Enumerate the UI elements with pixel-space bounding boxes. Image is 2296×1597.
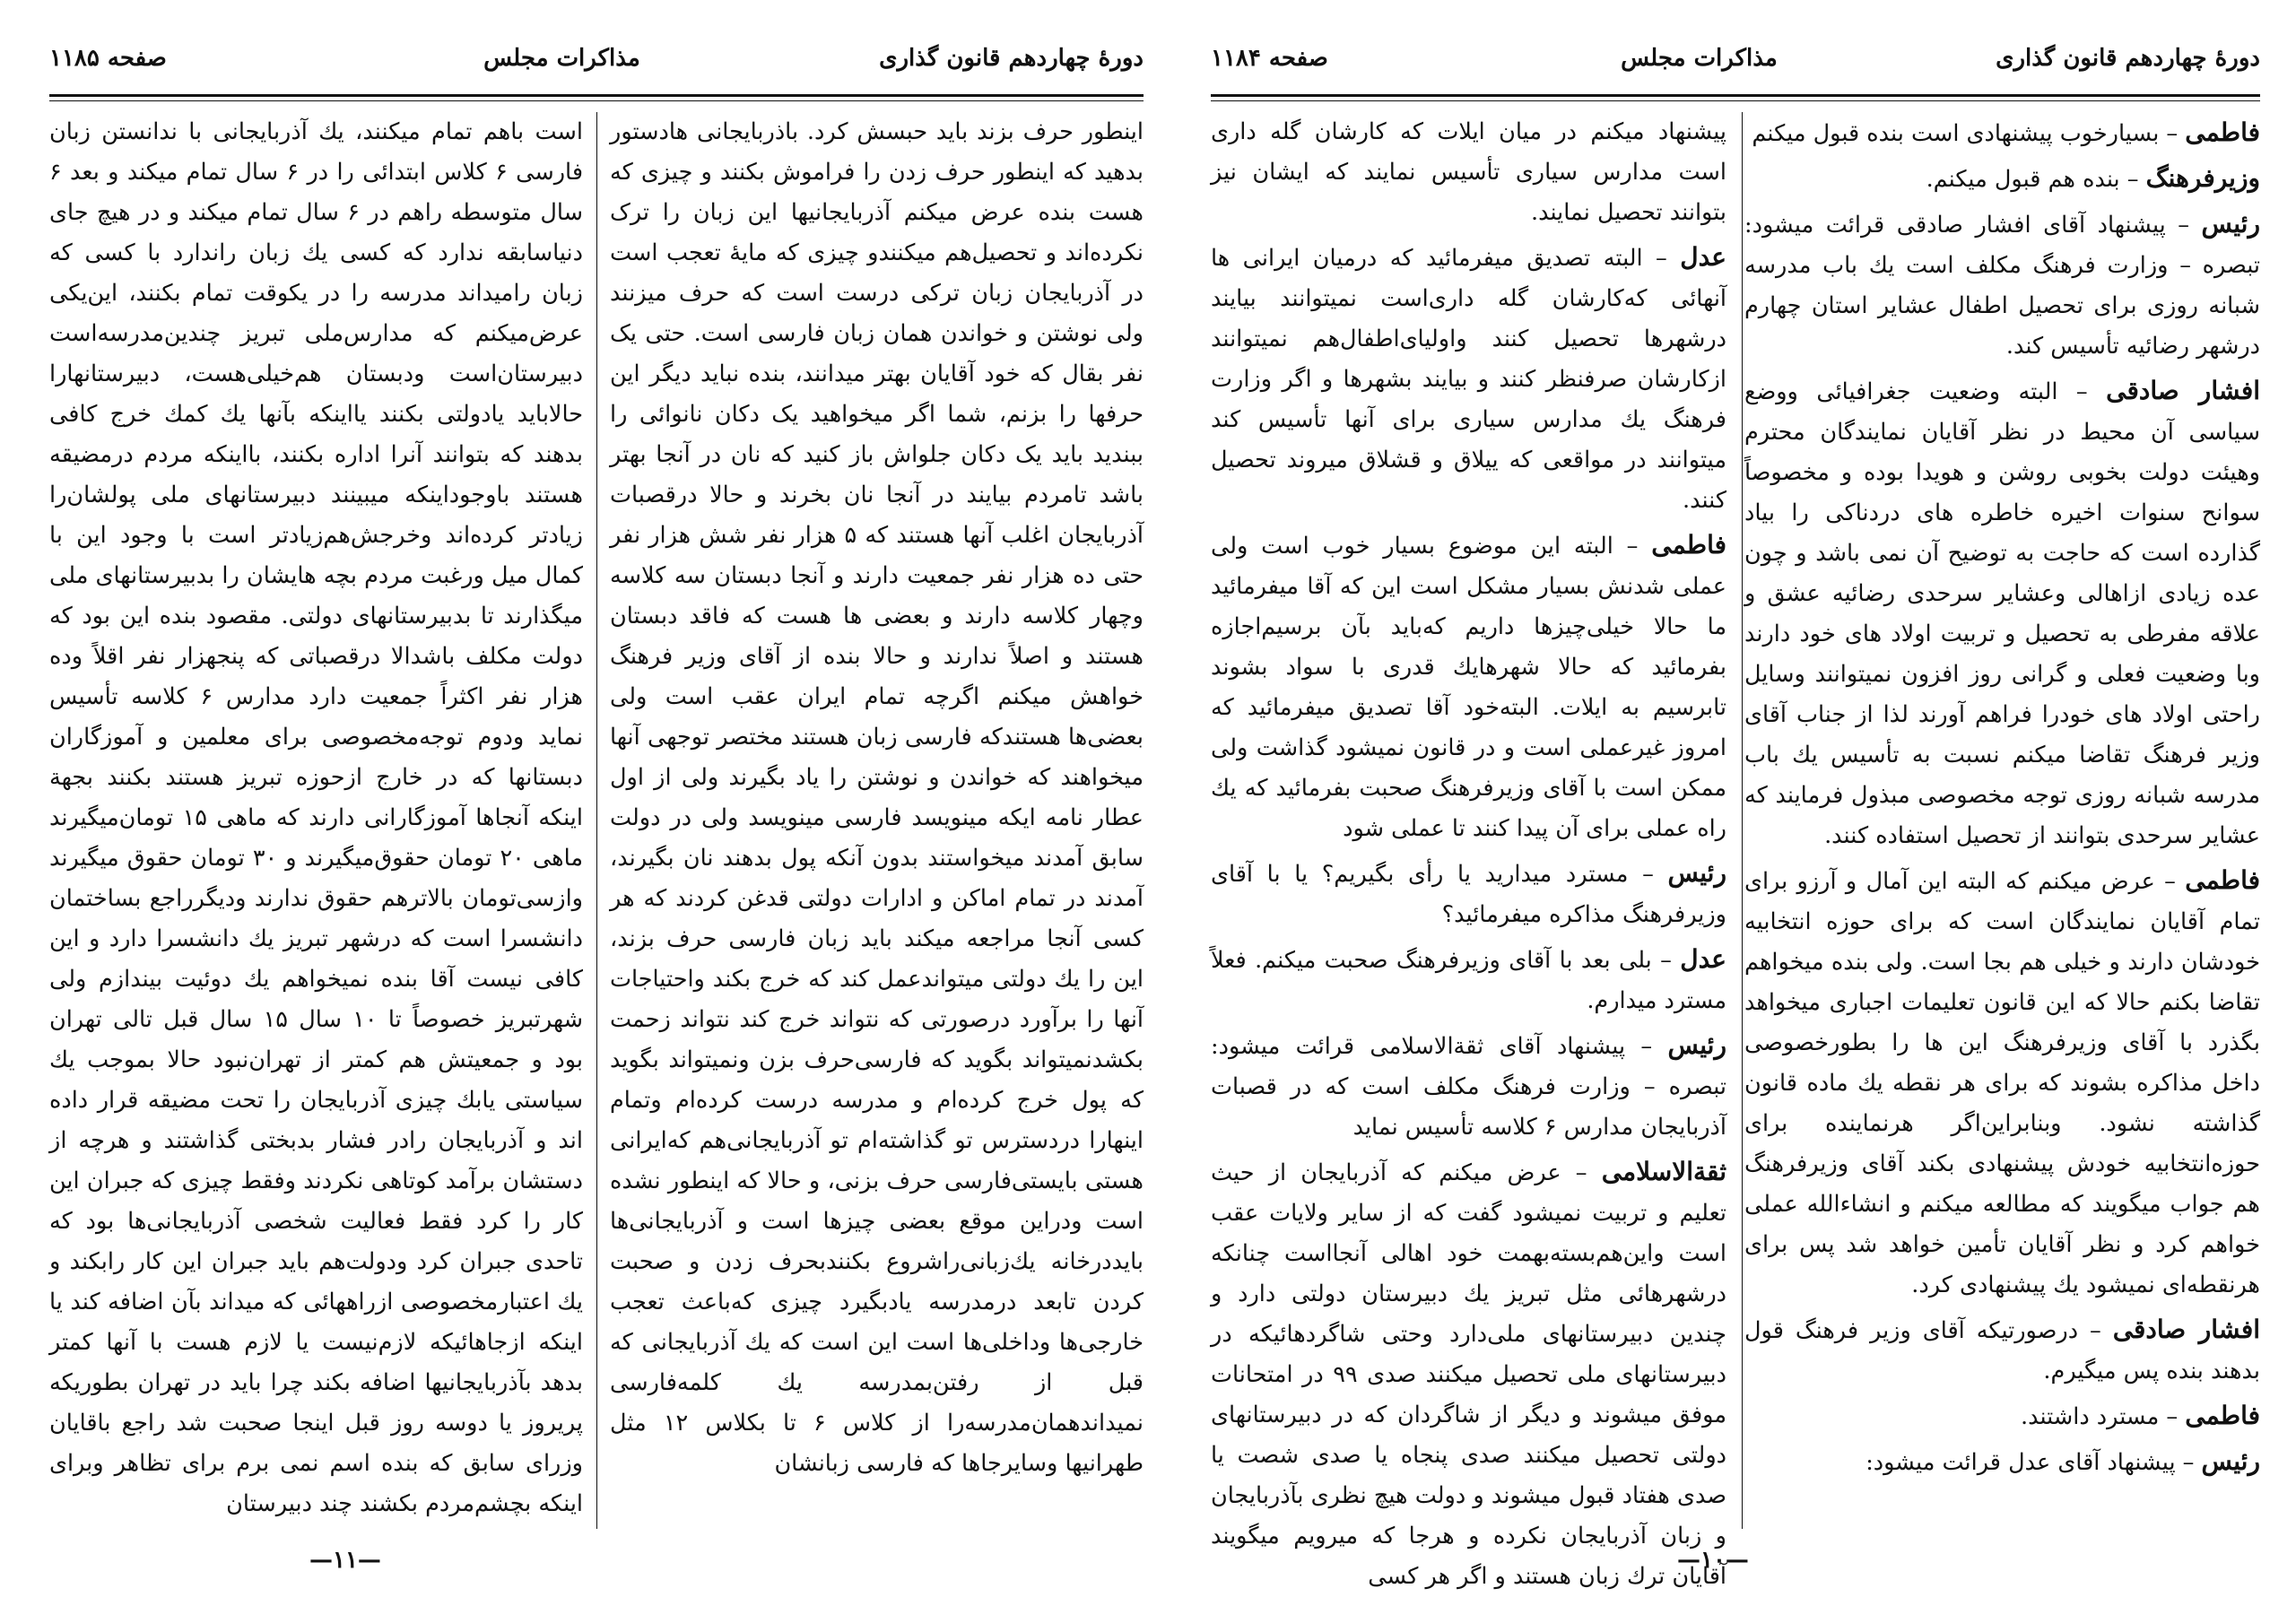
speaker-name: افشار صادقی [2106, 376, 2260, 405]
paragraph [1211, 112, 1726, 233]
session-title: دورهٔ چهاردهم قانون گذاری [1996, 45, 2260, 72]
speaker-name: عدل [1680, 944, 1726, 974]
paragraph [1744, 1309, 2260, 1392]
paragraph-text: پیشنهاد میکنم در میان ایلات که کارشان گله داری است مدارس سیاری تأسیس نمایند که ایشان نیز بتوانند تحصیل نمایند. [1211, 118, 1726, 226]
paragraph-text: – درصورتیکه آقای وزیر فرهنگ قول بدهند بنده پس میگیرم. [1744, 1317, 2260, 1384]
paragraph-text: – البته این موضوع بسیار خوب است ولی عملی شدنش بسیار مشکل است این که آقا میفرمائید ما حالا خیلی‌چیزها داریم که‌باید بآن برسیم‌اجازه بفرمائید که حالا شهرهایك قدری با سواد بشوند تابرسیم به ایلات. البته‌خود آقا تصدیق میفرمائید که امروز غیرعملی است و در قانون نمیشود گذاشت ولی ممکن است با آقای وزیرفرهنگ صحبت بفرمائید که یك راه عملی برای آن پیدا کنند تا عملی شود [1211, 533, 1726, 842]
page-left [49, 18, 1144, 1583]
paragraph-text: – پیشنهاد آقای عدل قرائت میشود: [1866, 1449, 2202, 1476]
page-header [49, 45, 1144, 90]
speaker-name: رئیس [1667, 1030, 1726, 1060]
header-rule-thin [1211, 100, 2260, 101]
paragraph-text: است باهم تمام میکنند، یك آذربایجانی با ندانستن زبان فارسی ۶ کلاس ابتدائی را در ۶ سال تمام میکند و بعد ۶ سال متوسطه راهم در ۶ سال تمام میکند و در هیچ جای دنیاسابقه ندارد که کسی یك زبان راندارد با کسی که زبان رامیداند مدرسه را در یکوقت تمام بکنند، این‌یکی عرض‌میکنم که مدارس‌ملی تبریز چندین‌مدرسه‌است دبیرستان‌است ودبستان هم‌خیلی‌هست، دبیرستانهارا حالاباید یادولتی بکنند یااینکه بآنها یك کمك خرج کافی بدهند که بتوانند آنرا اداره بکنند، بااینکه مردم درمضیقه هستند باوجوداینکه میبینند دبیرستانهای ملی پولشان‌را زیادتر کرده‌اند وخرجش‌هم‌زیادتر است با وجود این با کمال میل ورغبت مردم بچه هایشان را بدبیرستانهای ملی میگذارند تا بدبیرستانهای دولتی. مقصود بنده این بود که دولت مکلف باشدالا درقصباتی که پنجهزار نفر اقلاً وده هزار نفر اکثراً جمعیت دارد مدارس ۶ کلاسه تأسیس نماید ودوم توجه‌مخصوصی برای معلمین و آموزگاران دبستانها که در خارج ازحوزه تبریز هستند بکنند بجهة اینکه آنجاها آموزگارانی دارند که ماهی ۱۵ تومان‌میگیرند ماهی ۲۰ تومان حقوق‌میگیرند و ۳۰ تومان حقوق میگیرند وازسی‌تومان بالاترهم حقوق ندارند ودیگرراجع بساختمان دانشسرا است که درشهر تبریز یك دانشسرا دارد و این کافی نیست آقا بنده نمیخواهم یك دوئیت بیندازم ولی شهرتبریز خصوصاً تا ۱۰ سال ۱۵ سال قبل تالی تهران بود و جمعیتش هم کمتر از تهران‌نبود حالا بموجب یك سیاستی یابك چیزی آذربایجان را تحت مضیقه قرار داده اند و آذربایجان رادر فشار بدبختی گذاشتند و هرچه از دستشان برآمد کوتاهی نکردند وفقط چیزی که جبران این کار را کرد فقط فعالیت شخصی آذربایجانی‌ها بود که تاحدی جبران کرد ودولت‌هم باید جبران این کار رابکند و یك اعتبارمخصوصی ازراههائی که میداند بآن اضافه کند یا اینکه ازجاهائیکه لازم‌نیست یا لازم هست با آنها کمتر بدهد بآذربایجانیها اضافه بکند چرا باید در تهران بطوریکه پریروز یا دوسه روز قبل اینجا صحبت شد راجع باقایان وزرای سابق که بنده اسم نمی برم برای تظاهر وبرای اینکه بچشم‌مردم بکشند چند دبیرستان [49, 118, 584, 1517]
paragraph [1211, 237, 1726, 521]
text-column-right [610, 112, 1144, 1529]
speaker-name: رئیس [2201, 1446, 2260, 1476]
paragraph-text: – عرض میکنم که آذربایجان از حیث تعلیم و تربیت نمیشود گفت که از سایر ولایات عقب است واین‌هم‌بسته‌بهمت خود اهالی آنجااست چنانکه درشهرهائی مثل تبریز یك دبیرستان دولتی دارد و چندین دبیرستانهای ملی‌دارد وحتی شاگردهائیکه در دبیرستانهای ملی تحصیل میکنند صدی ۹۹ در امتحانات موفق میشوند و دیگر از شاگردان که در دبیرستانهای دولتی تحصیل میکنند صدی پنجاه یا صدی شصت یا صدی هفتاد قبول میشوند و دولت هیچ نظری بآذربایجان و زبان آذربایجان نکرده و هرجا که میرویم میگویند آقایان ترك زبان هستند و اگر هر کسی [1211, 1159, 1726, 1590]
paragraph-text: – عرض میکنم که البته این آمال و آرزو برای تمام آقایان نمایندگان است که برای حوزه انتخابیه خودشان دارند و خیلی هم بجا است. ولی بنده میخواهم تقاضا بکنم حالا که این قانون تعلیمات اجباری میخواهد بگذرد با آقای وزیرفرهنگ این ها را بطورخصوصی داخل مذاکره بشوند که برای هر نقطه یك ماده قانون گذاشته نشود. وبنابراین‌اگر هرنماینده برای حوزه‌انتخابیه خودش پیشنهادی بکند آقای وزیرفرهنگ هم جواب میگویند که مطالعه میکنم و انشاءالله عملی خواهم کرد و نظر آقایان تأمین خواهد شد پس برای هرنقطه‌ای نمیشود یك پیشنهادی کرد. [1744, 868, 2260, 1298]
page-number: صفحه ۱۱۸۴ [1211, 45, 1328, 72]
paragraph-text: – بسیارخوب پیشنهادی است بنده قبول میکنم [1752, 120, 2186, 147]
speaker-name: افشار صادقی [2112, 1315, 2260, 1344]
speaker-name: رئیس [1667, 858, 1726, 888]
paragraph [1211, 939, 1726, 1021]
paragraph [1744, 860, 2260, 1306]
speaker-name: ثقةالاسلامی [1601, 1157, 1726, 1186]
page-header [1211, 45, 2260, 90]
header-rule [49, 94, 1144, 97]
paragraph-text: – البته وضعیت جغرافیائی ووضع سیاسی آن محیط در نظر آقایان نمایندگان محترم وهیئت دولت بخوبی روشن و هویدا بوده و مخصوصاً سوانح سنوات اخیره خاطره های دردناکی را بیاد گذارده است که حاجت به توضیح آن نمی باشد و چون عده زیادی ازاهالی وعشایر سرحدی رضائیه عشق و علاقه مفرطی به تحصیل و تربیت اولاد های خود دارند وبا وضعیت فعلی و گرانی روز افزون نمیتوانند وسایل راحتی اولاد های خودرا فراهم آورند لذا از جناب آقای وزیر فرهنگ تقاضا میکنم نسبت به تأسیس یك باب مدرسه شبانه روزی توجه مخصوصی مبذول فرمایند که عشایر سرحدی بتوانند از تحصیل استفاده کنند. [1744, 378, 2260, 849]
column-divider [596, 112, 597, 1529]
text-column-right [1744, 112, 2260, 1529]
paragraph [1744, 158, 2260, 200]
speaker-name: رئیس [2201, 209, 2260, 239]
page-number: صفحه ۱۱۸۵ [49, 45, 167, 72]
paragraph [1211, 853, 1726, 935]
column-divider [1742, 112, 1743, 1529]
paragraph [1744, 204, 2260, 367]
speaker-name: فاطمی [2185, 117, 2260, 147]
paragraph-text: – بنده هم قبول میکنم. [1926, 166, 2146, 193]
page-right [1211, 18, 2260, 1590]
paragraph [1744, 112, 2260, 154]
paragraph [49, 112, 583, 1524]
speaker-name: وزیرفرهنگ [2145, 163, 2260, 193]
paragraph-text: اینطور حرف بزند باید حبسش کرد. باذربایجانی هادستور بدهید که اینطور حرف زدن را فراموش بکنند و چیزی که هست بنده عرض میکنم آذربایجانیها این زبان را ترک نکرده‌اند و تحصیل‌هم میکنندو چیزی که مایهٔ تعجب است در آذربایجان زبان ترکی درست است که حرف میزنند ولی نوشتن و خواندن همان زبان فارسی است. حتی یک نفر بقال که خود آقایان بهتر میدانند، بنده نباید دیگر این حرفها را بزنم، شما اگر میخواهید یک دکان نانوائی را ببندید باید یک دکان جلواش باز کنید که نان در آنجا بهتر باشد تامردم بیایند در آنجا نان بخرند و حالا درقصبات آذربایجان اغلب آنها هستند که ۵ هزار نفر شش هزار نفر حتی ده هزار نفر جمعیت دارند و آنجا دبستان سه کلاسه وچهار کلاسه دارند و بعضی ها هست که فاقد دبستان هستند و اصلاً ندارند و حالا بنده از آقای وزیر فرهنگ خواهش میکنم اگرچه تمام ایران عقب است ولی بعضی‌ها هستندکه فارسی زبان هستند مختصر توجهی آنها میخواهند که خواندن و نوشتن را یاد بگیرند ولی از اول عطار نامه ایکه مینویسد فارسی مینویسد ولی در دولت سابق آمدند میخواستند بدون آنکه پول بدهند نان بگیرند، آمدند در تمام اماکن و ادارات دولتی قدغن کردند که هر کسی آنجا مراجعه میکند باید زبان فارسی حرف بزند، این را یك دولتی میتواندعمل کند که خرج بکند واحتیاجات آنها را برآورد درصورتی که نتواند خرج کند نتواند زحمت بکشدنمیتواند بگوید که فارسی‌حرف بزن ونمیتواند بگوید که پول خرج کرده‌ام و مدرسه درست کرده‌ام وتمام اینهارا دردسترس تو گذاشته‌ام تو آذربایجانی‌هم که‌ایرانی هستی بایستی‌فارسی حرف بزنی، و حالا که اینطور نشده است ودراین موقع بعضی چیزها است و آذربایجانی‌ها بایددرخانه یك‌زبانی‌راشروع بکنندبحرف زدن و صحبت کردن تابعد درمدرسه یادبگیرد چیزی که‌باعث تعجب خارجی‌ها وداخلی‌ها است این است که یك آذربایجانی که قبل از رفتن‌بمدرسه یك کلمه‌فارسی نمیداندهمان‌مدرسه‌را از کلاس ۶ تا بکلاس ۱۲ مثل طهرانیها وسایرجاها که فارسی زبانشان [610, 118, 1144, 1477]
paragraph [1744, 1395, 2260, 1437]
paragraph-text: – مسترد میدارید یا رأی بگیریم؟ یا با آقای وزیرفرهنگ مذاکره میفرمائید؟ [1211, 861, 1726, 928]
header-rule-thin [49, 100, 1144, 101]
paragraph [1211, 1151, 1726, 1597]
paragraph-text: – البته تصدیق میفرمائید که درمیان ایرانی ها آنهائی که‌کارشان گله داری‌است نمیتوانند بیایند درشهرها تحصیل کنند واولیای‌اطفال‌هم نمیتوانند ازکارشان صرفنظر کنند و بیایند بشهرها و اگر وزارت فرهنگ یك مدارس سیاری برای آنها تأسیس کند میتوانند در مواقعی که ییلاق و قشلاق میروند تحصیل کنند. [1211, 245, 1726, 514]
paragraph [610, 112, 1144, 1484]
speaker-name: فاطمی [2185, 865, 2260, 895]
speaker-name: فاطمی [1651, 530, 1726, 560]
header-rule [1211, 94, 2260, 97]
paragraph [1744, 1441, 2260, 1483]
paragraph-text: – مسترد داشتند. [2020, 1403, 2186, 1430]
page-footer-number: —۱۰— [1677, 1547, 1749, 1574]
paragraph [1211, 1025, 1726, 1148]
speaker-name: فاطمی [2185, 1401, 2260, 1430]
paragraph-text: – بلی بعد با آقای وزیرفرهنگ صحبت میکنم. فعلاً مسترد میدارم. [1211, 947, 1726, 1014]
page-footer-number: —۱۱— [309, 1547, 381, 1574]
paragraph-text: – پیشنهاد آقای افشار صادقی قرائت میشود: تبصره – وزارت فرهنگ مکلف است یك باب مدرسه شبانه روزی برای تحصیل اطفال عشایر استان چهارم درشهر رضائیه تأسیس کند. [1744, 212, 2260, 360]
publication-title: مذاکرات مجلس [1621, 45, 1778, 72]
text-column-left [49, 112, 583, 1529]
session-title: دورهٔ چهاردهم قانون گذاری [879, 45, 1144, 72]
paragraph [1211, 525, 1726, 849]
paragraph [1744, 370, 2260, 856]
publication-title: مذاکرات مجلس [483, 45, 640, 72]
speaker-name: عدل [1680, 242, 1726, 272]
paragraph-text: – پیشنهاد آقای ثقةالاسلامی قرائت میشود: تبصره – وزارت فرهنگ مکلف است که در قصبات آذربایجان مدارس ۶ کلاسه تأسیس نماید [1211, 1033, 1726, 1141]
